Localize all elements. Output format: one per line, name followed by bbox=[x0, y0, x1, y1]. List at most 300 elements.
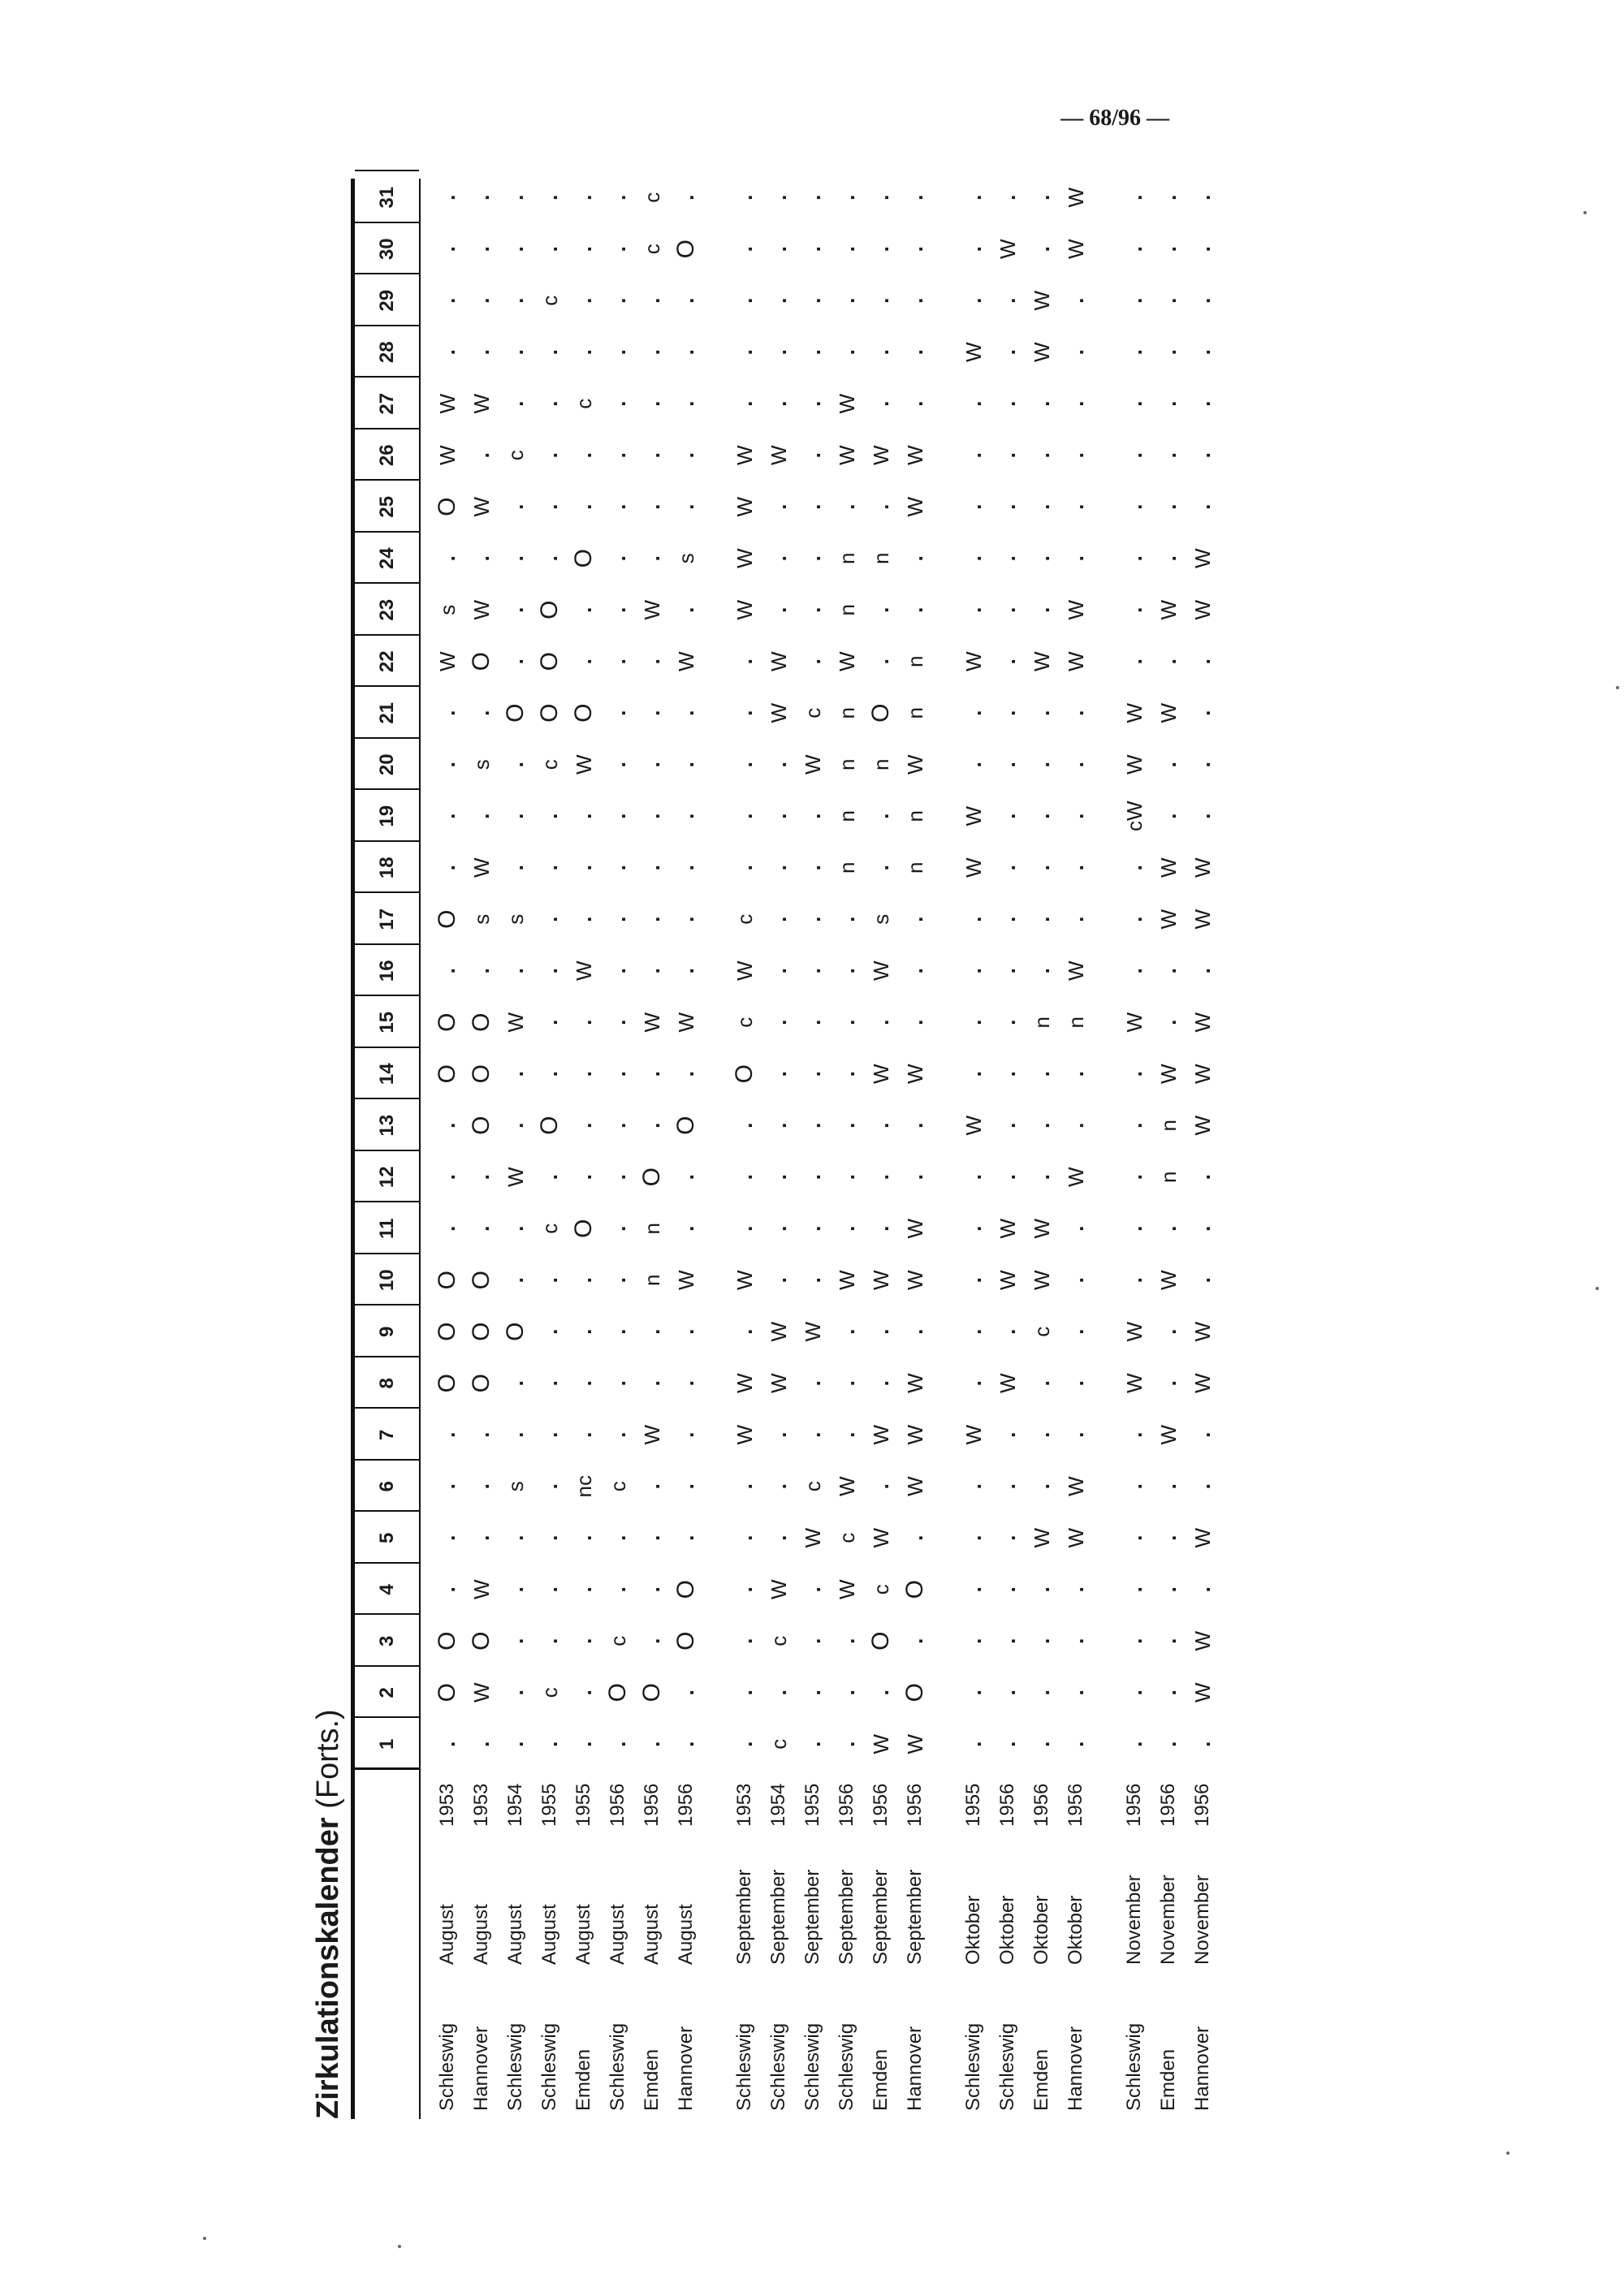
day-mark: W bbox=[640, 599, 664, 620]
day-mark: . bbox=[961, 710, 986, 716]
header-divider bbox=[355, 480, 419, 481]
day-mark: . bbox=[1030, 813, 1054, 819]
day-mark: . bbox=[996, 710, 1020, 716]
day-mark: W bbox=[469, 857, 494, 878]
day-mark: . bbox=[1190, 658, 1215, 665]
day-mark: . bbox=[435, 1225, 460, 1232]
day-mark: O bbox=[570, 703, 597, 723]
day-mark: . bbox=[732, 1741, 757, 1747]
day-mark: . bbox=[767, 1483, 791, 1490]
day-mark: . bbox=[767, 1225, 791, 1232]
day-mark: . bbox=[801, 452, 825, 459]
day-mark: . bbox=[503, 400, 528, 407]
day-mark: W bbox=[572, 754, 596, 775]
day-mark: . bbox=[961, 762, 986, 768]
day-mark: . bbox=[606, 813, 630, 819]
day-mark: . bbox=[961, 400, 986, 407]
day-mark: . bbox=[503, 1741, 528, 1747]
day-mark: . bbox=[1122, 1277, 1147, 1284]
day-mark: . bbox=[903, 1638, 927, 1644]
header-divider bbox=[355, 274, 419, 275]
day-mark: . bbox=[835, 1431, 859, 1438]
day-mark: W bbox=[732, 496, 757, 517]
day-mark: . bbox=[1030, 1380, 1054, 1387]
day-mark: . bbox=[732, 1534, 757, 1541]
day-mark: W bbox=[1156, 908, 1181, 930]
day-mark: . bbox=[572, 1380, 596, 1387]
day-mark: W bbox=[903, 445, 927, 466]
day-mark: . bbox=[640, 1380, 664, 1387]
day-mark: W bbox=[732, 1270, 757, 1291]
month-name: August bbox=[675, 1904, 697, 1965]
year-value: 1955 bbox=[962, 1783, 984, 1827]
day-mark: O bbox=[536, 652, 563, 671]
day-mark: W bbox=[869, 445, 893, 466]
day-mark: . bbox=[1190, 194, 1215, 201]
day-mark: W bbox=[674, 651, 698, 672]
day-mark: . bbox=[606, 710, 630, 716]
day-mark: W bbox=[1156, 1424, 1181, 1445]
day-mark: . bbox=[503, 246, 528, 252]
day-mark: O bbox=[434, 497, 460, 516]
day-mark: . bbox=[1122, 1690, 1147, 1696]
day-mark: . bbox=[435, 865, 460, 871]
day-mark: . bbox=[869, 349, 893, 356]
header-divider bbox=[355, 840, 419, 842]
table-row bbox=[635, 179, 669, 2127]
station-name: Hannover bbox=[1191, 2026, 1213, 2111]
day-mark: . bbox=[996, 762, 1020, 768]
station-name: Hannover bbox=[675, 2026, 697, 2111]
day-mark: . bbox=[572, 916, 596, 922]
day-mark: . bbox=[606, 865, 630, 871]
day-mark: . bbox=[835, 1071, 859, 1077]
day-mark: W bbox=[640, 1424, 664, 1445]
day-mark: . bbox=[1122, 1586, 1147, 1593]
day-header: 26 bbox=[376, 444, 398, 467]
day-mark: . bbox=[469, 968, 494, 974]
day-mark: . bbox=[640, 1638, 664, 1644]
day-mark: . bbox=[640, 865, 664, 871]
day-mark: . bbox=[640, 555, 664, 562]
day-header: 14 bbox=[376, 1063, 398, 1085]
day-mark: . bbox=[732, 813, 757, 819]
day-mark: . bbox=[1190, 246, 1215, 252]
day-mark: . bbox=[1190, 349, 1215, 356]
day-mark: . bbox=[1156, 555, 1181, 562]
day-mark: W bbox=[469, 393, 494, 414]
table-row bbox=[1186, 179, 1220, 2127]
station-name: Emden bbox=[641, 2048, 663, 2111]
day-mark: c bbox=[538, 295, 562, 306]
station-name: Schleswig bbox=[836, 2022, 857, 2111]
day-mark: . bbox=[961, 1534, 986, 1541]
day-mark: . bbox=[869, 1174, 893, 1180]
day-header: 25 bbox=[376, 495, 398, 518]
day-mark: . bbox=[674, 1328, 698, 1335]
day-mark: . bbox=[1064, 762, 1088, 768]
day-mark: . bbox=[435, 762, 460, 768]
day-mark: O bbox=[434, 1064, 460, 1084]
day-mark: W bbox=[503, 1012, 528, 1033]
day-mark: . bbox=[961, 1225, 986, 1232]
day-mark: W bbox=[1156, 1270, 1181, 1291]
day-mark: . bbox=[801, 658, 825, 665]
day-mark: . bbox=[732, 865, 757, 871]
day-mark: . bbox=[1064, 555, 1088, 562]
day-mark: . bbox=[961, 555, 986, 562]
day-mark: c bbox=[1030, 1326, 1054, 1337]
day-mark: W bbox=[1190, 1630, 1215, 1651]
day-mark: W bbox=[1190, 1527, 1215, 1548]
day-mark: . bbox=[732, 710, 757, 716]
year-value: 1956 bbox=[870, 1783, 892, 1827]
day-mark: . bbox=[640, 452, 664, 459]
day-mark: . bbox=[606, 297, 630, 304]
day-mark: . bbox=[903, 297, 927, 304]
day-mark: . bbox=[469, 1174, 494, 1180]
day-mark: . bbox=[1122, 1483, 1147, 1490]
day-mark: . bbox=[606, 1174, 630, 1180]
day-mark: . bbox=[538, 1174, 562, 1180]
day-mark: . bbox=[538, 349, 562, 356]
day-mark: . bbox=[1030, 555, 1054, 562]
day-mark: . bbox=[606, 1225, 630, 1232]
day-mark: . bbox=[903, 606, 927, 613]
table-row bbox=[499, 179, 533, 2127]
station-name: Schleswig bbox=[538, 2022, 560, 2111]
day-mark: nc bbox=[572, 1475, 596, 1498]
day-mark: W bbox=[1030, 1218, 1054, 1239]
year-value: 1953 bbox=[436, 1783, 458, 1827]
year-value: 1953 bbox=[470, 1783, 492, 1827]
day-mark: s bbox=[503, 1481, 528, 1492]
day-mark: . bbox=[606, 246, 630, 252]
day-mark: . bbox=[1064, 1431, 1088, 1438]
header-divider bbox=[355, 377, 419, 378]
month-name: Oktober bbox=[996, 1895, 1018, 1965]
station-name: Schleswig bbox=[607, 2022, 628, 2111]
station-name: Schleswig bbox=[996, 2022, 1018, 2111]
day-mark: . bbox=[1030, 710, 1054, 716]
day-mark: . bbox=[538, 968, 562, 974]
header-divider bbox=[355, 1098, 419, 1100]
day-mark: . bbox=[767, 865, 791, 871]
day-mark: . bbox=[1064, 503, 1088, 510]
day-mark: . bbox=[538, 1380, 562, 1387]
day-mark: . bbox=[1030, 865, 1054, 871]
day-mark: . bbox=[801, 1225, 825, 1232]
header-divider bbox=[355, 995, 419, 997]
month-name: August bbox=[607, 1904, 628, 1965]
day-mark: . bbox=[732, 762, 757, 768]
day-mark: . bbox=[606, 1071, 630, 1077]
header-divider bbox=[355, 1253, 419, 1254]
day-mark: c bbox=[538, 1223, 562, 1234]
day-mark: . bbox=[1122, 555, 1147, 562]
day-mark: W bbox=[996, 1218, 1020, 1239]
day-mark: n bbox=[835, 707, 859, 719]
day-mark: W bbox=[572, 960, 596, 982]
day-mark: n bbox=[835, 758, 859, 770]
day-mark: . bbox=[640, 710, 664, 716]
day-mark: . bbox=[801, 1431, 825, 1438]
day-mark: . bbox=[538, 1638, 562, 1644]
day-mark: s bbox=[435, 604, 460, 615]
day-mark: . bbox=[801, 297, 825, 304]
day-mark: W bbox=[835, 1476, 859, 1497]
day-header: 6 bbox=[376, 1481, 398, 1492]
day-header-row bbox=[355, 179, 419, 2127]
day-mark: . bbox=[503, 1122, 528, 1129]
day-mark: . bbox=[1064, 916, 1088, 922]
day-mark: W bbox=[732, 1424, 757, 1445]
month-name: November bbox=[1157, 1875, 1179, 1965]
day-mark: . bbox=[996, 503, 1020, 510]
day-mark: W bbox=[1156, 599, 1181, 620]
day-mark: O bbox=[672, 1116, 699, 1135]
day-mark: . bbox=[503, 297, 528, 304]
day-mark: n bbox=[869, 552, 893, 564]
day-mark: . bbox=[572, 1586, 596, 1593]
day-mark: W bbox=[903, 1373, 927, 1394]
day-mark: c bbox=[767, 1738, 791, 1750]
day-mark: . bbox=[572, 194, 596, 201]
header-divider bbox=[355, 428, 419, 429]
day-mark: c bbox=[801, 1481, 825, 1492]
day-mark: . bbox=[640, 658, 664, 665]
day-mark: . bbox=[1030, 1174, 1054, 1180]
day-mark: . bbox=[640, 297, 664, 304]
title-sub: (Forts.) bbox=[311, 1709, 345, 1809]
day-mark: . bbox=[1122, 1534, 1147, 1541]
month-name: September bbox=[836, 1869, 857, 1965]
day-mark: . bbox=[469, 813, 494, 819]
day-mark: . bbox=[1190, 968, 1215, 974]
day-mark: . bbox=[674, 710, 698, 716]
day-mark: . bbox=[767, 1122, 791, 1129]
day-mark: . bbox=[903, 349, 927, 356]
day-mark: . bbox=[1064, 865, 1088, 871]
day-mark: . bbox=[1064, 1071, 1088, 1077]
day-mark: . bbox=[903, 1019, 927, 1025]
day-mark: . bbox=[996, 1431, 1020, 1438]
day-mark: . bbox=[606, 349, 630, 356]
day-mark: . bbox=[674, 452, 698, 459]
day-mark: c bbox=[538, 1687, 562, 1698]
day-mark: W bbox=[996, 239, 1020, 260]
header-divider bbox=[355, 583, 419, 585]
day-mark: . bbox=[503, 658, 528, 665]
day-mark: . bbox=[435, 349, 460, 356]
day-mark: . bbox=[732, 658, 757, 665]
day-mark: . bbox=[869, 1328, 893, 1335]
day-mark: . bbox=[572, 813, 596, 819]
day-mark: c bbox=[503, 450, 528, 461]
day-mark: O bbox=[434, 1012, 460, 1032]
day-mark: . bbox=[1156, 503, 1181, 510]
day-mark: . bbox=[572, 246, 596, 252]
header-divider bbox=[355, 737, 419, 739]
day-mark: . bbox=[538, 503, 562, 510]
table-row bbox=[898, 179, 932, 2127]
day-mark: . bbox=[606, 503, 630, 510]
day-mark: O bbox=[672, 1580, 699, 1599]
day-mark: . bbox=[1156, 968, 1181, 974]
day-mark: W bbox=[1064, 187, 1088, 208]
day-mark: s bbox=[469, 759, 494, 770]
day-mark: W bbox=[1190, 1115, 1215, 1136]
day-header: 18 bbox=[376, 857, 398, 879]
day-mark: O bbox=[536, 600, 563, 619]
table-row bbox=[796, 179, 830, 2127]
year-value: 1955 bbox=[801, 1783, 823, 1827]
day-mark: . bbox=[572, 1277, 596, 1284]
day-mark: W bbox=[1190, 1321, 1215, 1342]
day-mark: . bbox=[801, 1174, 825, 1180]
day-mark: . bbox=[961, 606, 986, 613]
day-mark: . bbox=[961, 452, 986, 459]
day-mark: . bbox=[503, 1431, 528, 1438]
day-mark: W bbox=[961, 857, 986, 878]
day-mark: . bbox=[1156, 349, 1181, 356]
day-mark: . bbox=[869, 813, 893, 819]
day-mark: c bbox=[606, 1635, 630, 1646]
day-mark: s bbox=[503, 913, 528, 925]
day-mark: . bbox=[1156, 194, 1181, 201]
day-mark: . bbox=[996, 400, 1020, 407]
day-mark: . bbox=[767, 916, 791, 922]
day-mark: . bbox=[801, 968, 825, 974]
day-mark: . bbox=[1156, 1328, 1181, 1335]
day-mark: . bbox=[1190, 1741, 1215, 1747]
day-mark: O bbox=[536, 1116, 563, 1135]
station-name: Schleswig bbox=[962, 2022, 984, 2111]
day-mark: . bbox=[767, 1690, 791, 1696]
day-mark: O bbox=[434, 1322, 460, 1341]
day-mark: O bbox=[468, 1012, 495, 1032]
station-name: Schleswig bbox=[801, 2022, 823, 2111]
day-mark: . bbox=[903, 246, 927, 252]
day-mark: . bbox=[1190, 1225, 1215, 1232]
day-mark: . bbox=[732, 1586, 757, 1593]
day-mark: . bbox=[606, 762, 630, 768]
day-mark: W bbox=[835, 393, 859, 414]
day-mark: . bbox=[606, 452, 630, 459]
day-mark: W bbox=[869, 1527, 893, 1548]
day-header: 4 bbox=[376, 1584, 398, 1595]
day-mark: . bbox=[1156, 762, 1181, 768]
day-mark: . bbox=[767, 1534, 791, 1541]
day-mark: . bbox=[469, 555, 494, 562]
day-mark: . bbox=[538, 865, 562, 871]
day-mark: . bbox=[1122, 1225, 1147, 1232]
day-mark: . bbox=[538, 400, 562, 407]
day-mark: O bbox=[536, 703, 563, 723]
station-name: Schleswig bbox=[767, 2022, 789, 2111]
header-divider bbox=[355, 1665, 419, 1667]
day-mark: . bbox=[767, 246, 791, 252]
day-mark: . bbox=[996, 1328, 1020, 1335]
day-mark: . bbox=[572, 1019, 596, 1025]
day-mark: . bbox=[606, 555, 630, 562]
day-mark: . bbox=[674, 916, 698, 922]
title-main: Zirkulationskalender bbox=[311, 1817, 345, 2119]
day-mark: . bbox=[606, 658, 630, 665]
day-mark: . bbox=[572, 349, 596, 356]
day-mark: . bbox=[538, 1071, 562, 1077]
month-name: August bbox=[436, 1904, 458, 1965]
day-mark: W bbox=[1064, 599, 1088, 620]
day-mark: . bbox=[640, 1534, 664, 1541]
day-mark: W bbox=[732, 960, 757, 982]
day-mark: . bbox=[469, 1741, 494, 1747]
day-mark: . bbox=[801, 1690, 825, 1696]
day-mark: . bbox=[1190, 762, 1215, 768]
day-mark: . bbox=[503, 1071, 528, 1077]
day-mark: . bbox=[435, 1483, 460, 1490]
station-name: Hannover bbox=[904, 2026, 926, 2111]
day-mark: . bbox=[1156, 1534, 1181, 1541]
day-mark: . bbox=[1064, 813, 1088, 819]
day-mark: . bbox=[1122, 658, 1147, 665]
station-name: Hannover bbox=[470, 2026, 492, 2111]
day-mark: W bbox=[469, 496, 494, 517]
day-mark: . bbox=[1122, 503, 1147, 510]
day-mark: . bbox=[1030, 194, 1054, 201]
day-mark: . bbox=[961, 1638, 986, 1644]
day-mark: . bbox=[1122, 1638, 1147, 1644]
day-mark: . bbox=[1030, 1071, 1054, 1077]
table-title bbox=[309, 1709, 348, 2119]
day-mark: . bbox=[1064, 1586, 1088, 1593]
day-mark: O bbox=[434, 1683, 460, 1703]
table-row bbox=[728, 179, 762, 2127]
day-mark: O bbox=[434, 909, 460, 929]
day-mark: . bbox=[1064, 1225, 1088, 1232]
day-mark: . bbox=[538, 1019, 562, 1025]
day-mark: . bbox=[996, 1483, 1020, 1490]
day-mark: . bbox=[538, 1534, 562, 1541]
day-mark: . bbox=[674, 503, 698, 510]
day-mark: . bbox=[996, 813, 1020, 819]
day-mark: . bbox=[674, 1431, 698, 1438]
day-mark: . bbox=[674, 1380, 698, 1387]
day-mark: . bbox=[503, 1586, 528, 1593]
month-name: Oktober bbox=[1065, 1895, 1086, 1965]
day-mark: . bbox=[732, 400, 757, 407]
day-header: 21 bbox=[376, 701, 398, 724]
day-mark: . bbox=[767, 813, 791, 819]
day-mark: W bbox=[767, 651, 791, 672]
day-header: 12 bbox=[376, 1166, 398, 1189]
day-mark: . bbox=[1064, 1122, 1088, 1129]
header-divider bbox=[355, 531, 419, 533]
day-mark: . bbox=[996, 1690, 1020, 1696]
year-value: 1956 bbox=[607, 1783, 628, 1827]
day-mark: W bbox=[1190, 1373, 1215, 1394]
day-mark: . bbox=[961, 246, 986, 252]
day-mark: . bbox=[732, 246, 757, 252]
day-mark: . bbox=[732, 194, 757, 201]
header-rule bbox=[419, 179, 421, 2119]
day-mark: . bbox=[869, 246, 893, 252]
day-mark: . bbox=[961, 1174, 986, 1180]
day-mark: . bbox=[606, 1534, 630, 1541]
year-value: 1956 bbox=[641, 1783, 663, 1827]
day-mark: . bbox=[961, 194, 986, 201]
day-mark: . bbox=[961, 1741, 986, 1747]
